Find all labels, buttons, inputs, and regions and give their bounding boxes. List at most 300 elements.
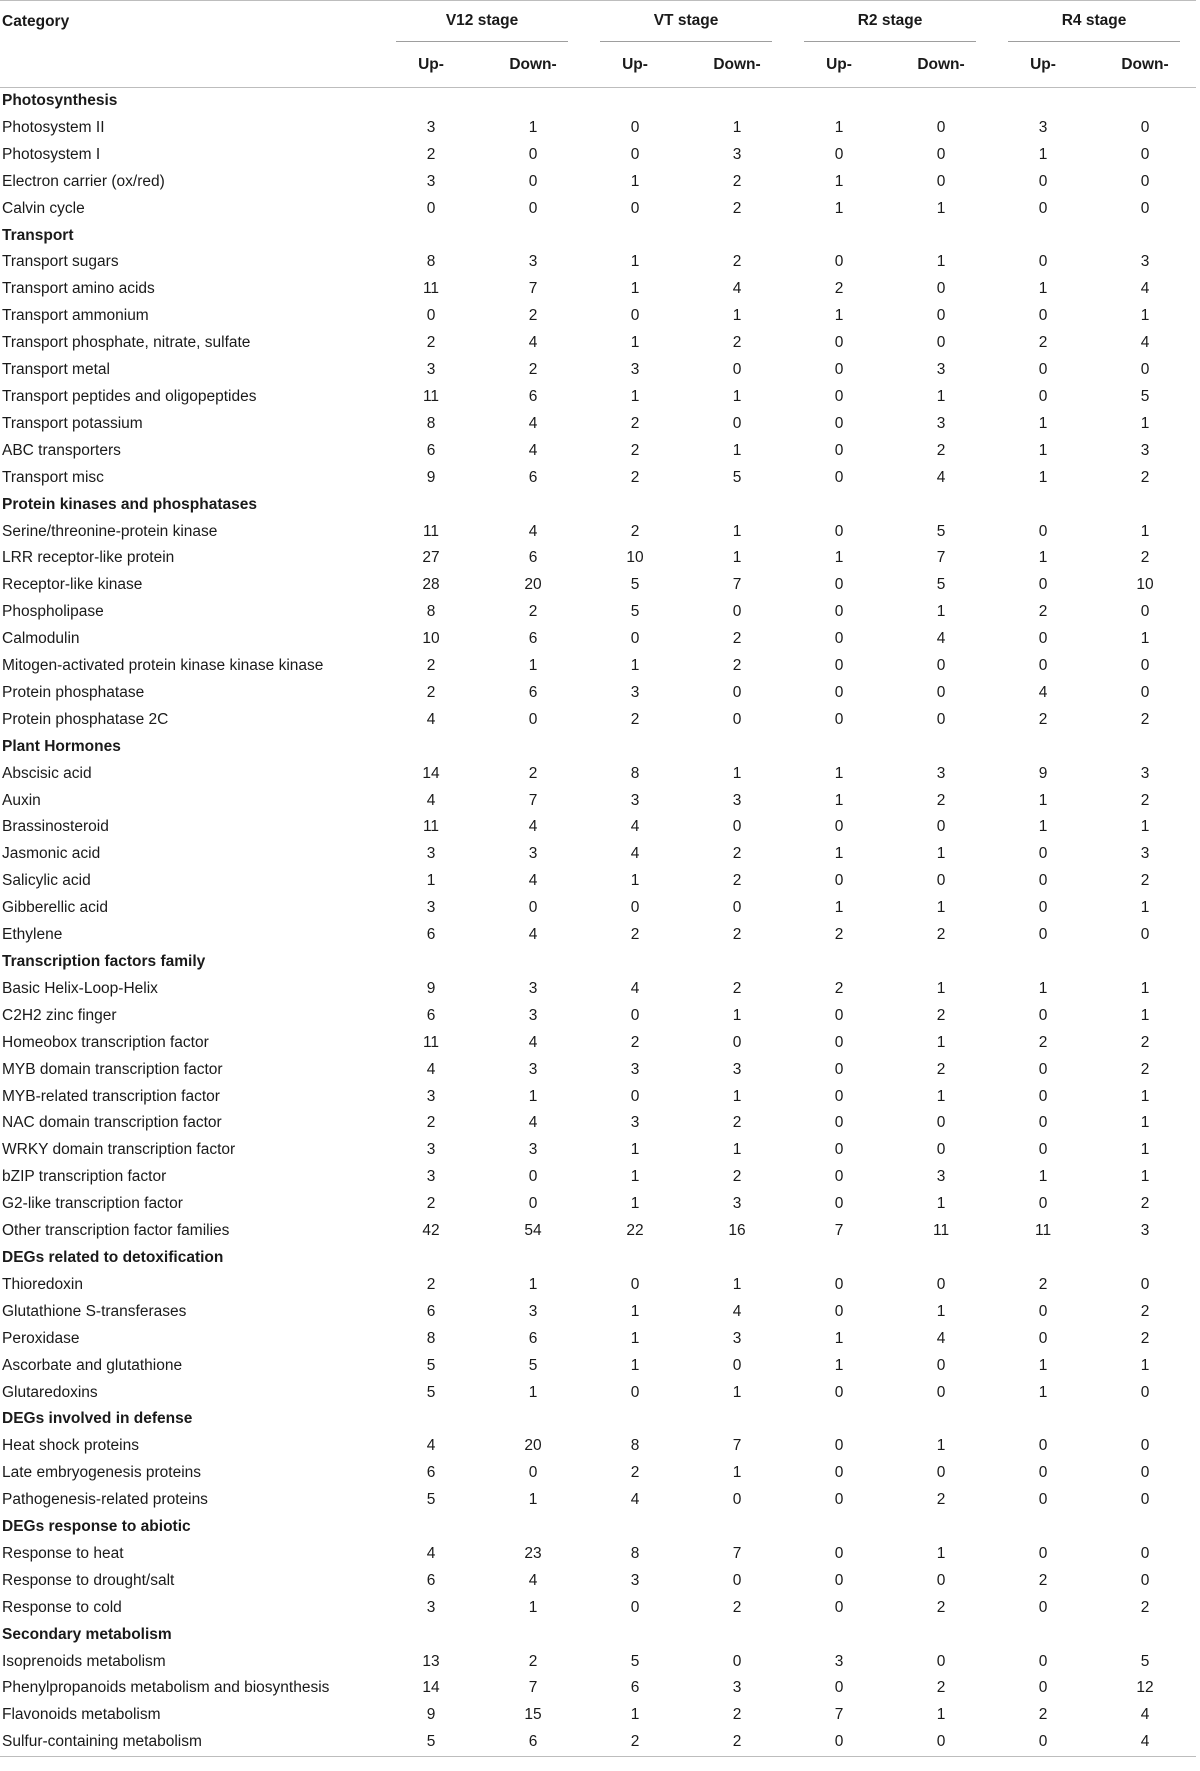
table-row	[0, 1003, 1196, 1030]
value-cell: 7	[834, 1222, 844, 1240]
value-cell: 2	[1140, 1195, 1150, 1213]
row-label: Response to drought/salt	[2, 1571, 175, 1589]
value-cell: 1	[732, 1275, 742, 1293]
value-cell: 2	[834, 926, 844, 944]
value-cell: 0	[834, 603, 844, 621]
table-row	[0, 276, 1196, 303]
value-cell: 0	[1038, 1141, 1048, 1159]
value-cell: 0	[936, 145, 946, 163]
value-cell: 1	[1038, 1383, 1048, 1401]
value-cell: 5	[936, 576, 946, 594]
value-cell: 8	[630, 1437, 640, 1455]
value-cell: 0	[732, 1491, 742, 1509]
value-cell: 5	[1140, 1652, 1150, 1670]
value-cell: 6	[426, 1302, 436, 1320]
value-cell: 0	[834, 1006, 844, 1024]
value-cell: 0	[936, 307, 946, 325]
row-label: Photosystem II	[2, 118, 105, 136]
row-label: Ascorbate and glutathione	[2, 1356, 183, 1374]
value-cell: 8	[426, 1329, 436, 1347]
value-cell: 0	[1038, 1329, 1048, 1347]
value-cell: 6	[528, 683, 538, 701]
table-row	[0, 411, 1196, 438]
table-row	[0, 115, 1196, 142]
table-row	[0, 922, 1196, 949]
value-cell: 3	[426, 1141, 436, 1159]
table-row	[0, 976, 1196, 1003]
row-label: Transport amino acids	[2, 280, 155, 298]
row-label: Ethylene	[2, 926, 63, 944]
value-cell: 0	[1038, 1437, 1048, 1455]
value-cell: 0	[936, 657, 946, 675]
value-cell: 2	[732, 199, 742, 217]
value-cell: 5	[426, 1356, 436, 1374]
value-cell: 4	[1094, 1729, 1196, 1756]
value-cell: 20	[524, 576, 542, 594]
value-cell: 2	[732, 1706, 742, 1724]
value-cell: 2	[1140, 791, 1150, 809]
value-cell: 14	[422, 764, 440, 782]
value-cell: 1	[630, 1706, 640, 1724]
value-cell: 1	[630, 387, 640, 405]
table-row	[0, 680, 1196, 707]
value-cell: 1	[732, 387, 742, 405]
value-cell: 2	[630, 1033, 640, 1051]
value-cell: 8	[630, 1544, 640, 1562]
table-row	[0, 438, 1196, 465]
value-cell: 4	[1140, 280, 1150, 298]
value-cell: 5	[380, 1729, 482, 1756]
value-cell: 2	[732, 1114, 742, 1132]
value-cell: 3	[936, 361, 946, 379]
value-cell: 14	[422, 1679, 440, 1697]
table-row	[0, 707, 1196, 734]
table-row	[0, 142, 1196, 169]
value-cell: 4	[630, 845, 640, 863]
value-cell: 0	[834, 253, 844, 271]
value-cell: 2	[528, 764, 538, 782]
table-row	[0, 1110, 1196, 1137]
value-cell: 3	[1140, 1222, 1150, 1240]
category-group-row	[0, 492, 1196, 519]
value-cell: 0	[834, 387, 844, 405]
table-row	[0, 1326, 1196, 1353]
value-cell: 0	[1038, 899, 1048, 917]
value-cell: 0	[834, 414, 844, 432]
value-cell: 3	[426, 1598, 436, 1616]
value-cell: 0	[936, 1571, 946, 1589]
value-cell: 7	[936, 549, 946, 567]
value-cell: 0	[936, 172, 946, 190]
value-cell: 2	[1140, 549, 1150, 567]
value-cell: 4	[936, 468, 946, 486]
value-cell: 0	[1038, 1679, 1048, 1697]
value-cell: 1	[834, 1356, 844, 1374]
category-group-row	[0, 734, 1196, 761]
row-label: WRKY domain transcription factor	[2, 1141, 236, 1159]
table-row	[0, 196, 1196, 223]
value-cell: 0	[528, 172, 538, 190]
category-group-row	[0, 1245, 1196, 1272]
value-cell: 3	[630, 1114, 640, 1132]
row-label: Transport phosphate, nitrate, sulfate	[2, 334, 251, 352]
value-cell: 0	[834, 1302, 844, 1320]
up-header: Up-	[788, 43, 890, 88]
table-row	[0, 465, 1196, 492]
row-label: Thioredoxin	[2, 1275, 83, 1293]
value-cell: 1	[528, 657, 538, 675]
value-cell: 4	[528, 1033, 538, 1051]
table-row	[0, 330, 1196, 357]
value-cell: 1	[1140, 307, 1150, 325]
row-label: Protein phosphatase 2C	[2, 710, 169, 728]
value-cell: 6	[528, 549, 538, 567]
value-cell: 0	[1140, 1464, 1150, 1482]
value-cell: 0	[834, 441, 844, 459]
value-cell: 2	[732, 1598, 742, 1616]
value-cell: 0	[834, 872, 844, 890]
value-cell: 10	[1136, 576, 1154, 594]
value-cell: 4	[936, 630, 946, 648]
value-cell: 3	[732, 791, 742, 809]
table-row	[0, 519, 1196, 546]
value-cell: 0	[1038, 361, 1048, 379]
table-row	[0, 868, 1196, 895]
value-cell: 0	[1140, 1275, 1150, 1293]
table-row	[0, 384, 1196, 411]
value-cell: 0	[1038, 1195, 1048, 1213]
value-cell: 0	[1140, 926, 1150, 944]
value-cell: 1	[936, 979, 946, 997]
table-row	[0, 1568, 1196, 1595]
value-cell: 3	[732, 145, 742, 163]
value-cell: 2	[630, 522, 640, 540]
value-cell: 0	[630, 1383, 640, 1401]
group-label: DEGs related to detoxification	[2, 1248, 224, 1266]
value-cell: 0	[834, 1060, 844, 1078]
value-cell: 0	[936, 1464, 946, 1482]
value-cell: 3	[426, 118, 436, 136]
value-cell: 2	[584, 1729, 686, 1756]
group-label: DEGs involved in defense	[2, 1410, 193, 1428]
value-cell: 4	[426, 1060, 436, 1078]
value-cell: 0	[834, 1168, 844, 1186]
table-row	[0, 1137, 1196, 1164]
value-cell: 6	[426, 441, 436, 459]
value-cell: 1	[936, 1706, 946, 1724]
value-cell: 1	[936, 845, 946, 863]
category-group-row	[0, 1406, 1196, 1433]
value-cell: 1	[936, 1087, 946, 1105]
value-cell: 2	[528, 1652, 538, 1670]
value-cell: 0	[936, 1141, 946, 1159]
value-cell: 4	[1038, 683, 1048, 701]
value-cell: 6	[528, 630, 538, 648]
value-cell: 0	[732, 818, 742, 836]
stage-header-row	[0, 1, 1196, 44]
value-cell: 1	[1038, 280, 1048, 298]
value-cell: 1	[426, 872, 436, 890]
table-row	[0, 1272, 1196, 1299]
value-cell: 2	[732, 253, 742, 271]
value-cell: 2	[1140, 710, 1150, 728]
row-label: Phenylpropanoids metabolism and biosynthesis	[2, 1679, 330, 1697]
row-label: Calvin cycle	[2, 199, 85, 217]
table-row	[0, 249, 1196, 276]
value-cell: 2	[732, 979, 742, 997]
value-cell: 3	[630, 361, 640, 379]
value-cell: 1	[1038, 549, 1048, 567]
value-cell: 0	[1038, 1087, 1048, 1105]
value-cell: 1	[936, 899, 946, 917]
row-label: Transport potassium	[2, 414, 143, 432]
value-cell: 22	[626, 1222, 644, 1240]
value-cell: 1	[630, 172, 640, 190]
row-label: Basic Helix-Loop-Helix	[2, 979, 158, 997]
value-cell: 0	[936, 818, 946, 836]
value-cell: 1	[936, 1033, 946, 1051]
value-cell: 1	[630, 1356, 640, 1374]
value-cell: 0	[834, 1114, 844, 1132]
value-cell: 3	[630, 1571, 640, 1589]
row-label: Calmodulin	[2, 630, 80, 648]
value-cell: 1	[936, 603, 946, 621]
value-cell: 3	[528, 1141, 538, 1159]
value-cell: 4	[630, 979, 640, 997]
row-label: Homeobox transcription factor	[2, 1033, 209, 1051]
value-cell: 0	[1140, 603, 1150, 621]
value-cell: 1	[834, 764, 844, 782]
value-cell: 9	[426, 1706, 436, 1724]
up-header: Up-	[380, 43, 482, 88]
group-label: DEGs response to abiotic	[2, 1518, 191, 1536]
value-cell: 2	[1140, 1598, 1150, 1616]
row-label: Response to heat	[2, 1544, 124, 1562]
stage-header-vt: VT stage	[584, 1, 788, 44]
value-cell: 3	[1140, 764, 1150, 782]
value-cell: 2	[1140, 468, 1150, 486]
value-cell: 3	[630, 1060, 640, 1078]
value-cell: 0	[834, 1598, 844, 1616]
value-cell: 0	[834, 1464, 844, 1482]
value-cell: 2	[630, 710, 640, 728]
value-cell: 1	[630, 1141, 640, 1159]
value-cell: 1	[1038, 1356, 1048, 1374]
table-row	[0, 1380, 1196, 1407]
value-cell: 0	[992, 1729, 1094, 1756]
value-cell: 0	[426, 199, 436, 217]
value-cell: 0	[528, 1195, 538, 1213]
row-label: Transport sugars	[2, 253, 119, 271]
value-cell: 0	[1140, 1544, 1150, 1562]
value-cell: 11	[422, 818, 440, 836]
value-cell: 4	[732, 1302, 742, 1320]
row-label: Other transcription factor families	[2, 1222, 230, 1240]
value-cell: 1	[528, 1491, 538, 1509]
value-cell: 0	[630, 1006, 640, 1024]
value-cell: 1	[732, 307, 742, 325]
value-cell: 8	[426, 414, 436, 432]
down-header: Down-	[890, 43, 992, 88]
value-cell: 0	[834, 818, 844, 836]
value-cell: 0	[1038, 1302, 1048, 1320]
value-cell: 0	[1038, 1114, 1048, 1132]
value-cell: 1	[834, 549, 844, 567]
row-label: Flavonoids metabolism	[2, 1706, 161, 1724]
value-cell: 1	[732, 1464, 742, 1482]
value-cell: 2	[1140, 872, 1150, 890]
row-label: Transport metal	[2, 361, 110, 379]
value-cell: 2	[630, 468, 640, 486]
value-cell: 0	[834, 361, 844, 379]
value-cell: 9	[1038, 764, 1048, 782]
value-cell: 2	[936, 1679, 946, 1697]
value-cell: 2	[426, 334, 436, 352]
value-cell: 9	[426, 979, 436, 997]
value-cell: 1	[1038, 441, 1048, 459]
value-cell: 0	[1038, 307, 1048, 325]
value-cell: 16	[728, 1222, 746, 1240]
value-cell: 1	[732, 522, 742, 540]
value-cell: 2	[426, 1275, 436, 1293]
value-cell: 4	[630, 818, 640, 836]
table-row	[0, 169, 1196, 196]
table-row	[0, 1030, 1196, 1057]
stage-header-r4: R4 stage	[992, 1, 1196, 44]
group-label: Transport	[2, 226, 74, 244]
value-cell: 2	[630, 414, 640, 432]
row-label: NAC domain transcription factor	[2, 1114, 222, 1132]
row-label: Transport peptides and oligopeptides	[2, 387, 257, 405]
row-label: Jasmonic acid	[2, 845, 101, 863]
value-cell: 3	[528, 253, 538, 271]
value-cell: 0	[834, 522, 844, 540]
value-cell: 5	[732, 468, 742, 486]
value-cell: 0	[936, 872, 946, 890]
value-cell: 0	[528, 710, 538, 728]
value-cell: 1	[732, 1087, 742, 1105]
value-cell: 2	[630, 441, 640, 459]
value-cell: 0	[1140, 1571, 1150, 1589]
row-label: Photosystem I	[2, 145, 101, 163]
value-cell: 1	[936, 387, 946, 405]
value-cell: 4	[528, 872, 538, 890]
value-cell: 0	[732, 414, 742, 432]
value-cell: 0	[732, 1356, 742, 1374]
value-cell: 11	[422, 1033, 440, 1051]
value-cell: 2	[732, 926, 742, 944]
value-cell: 1	[732, 1383, 742, 1401]
value-cell: 1	[834, 791, 844, 809]
value-cell: 0	[936, 683, 946, 701]
value-cell: 2	[1140, 1033, 1150, 1051]
value-cell: 13	[422, 1652, 440, 1670]
value-cell: 2	[426, 683, 436, 701]
value-cell: 6	[426, 926, 436, 944]
row-label: bZIP transcription factor	[2, 1168, 167, 1186]
value-cell: 2	[528, 603, 538, 621]
value-cell: 0	[834, 1437, 844, 1455]
value-cell: 6	[630, 1679, 640, 1697]
value-cell: 42	[422, 1222, 440, 1240]
value-cell: 2	[1038, 603, 1048, 621]
value-cell: 1	[1038, 979, 1048, 997]
value-cell: 6	[426, 1006, 436, 1024]
value-cell: 4	[528, 414, 538, 432]
value-cell: 2	[426, 1114, 436, 1132]
value-cell: 1	[1140, 979, 1150, 997]
value-cell: 5	[936, 522, 946, 540]
table-row	[0, 1675, 1196, 1702]
value-cell: 0	[528, 145, 538, 163]
value-cell: 5	[426, 1383, 436, 1401]
value-cell: 2	[1140, 1329, 1150, 1347]
value-cell: 5	[1140, 387, 1150, 405]
value-cell: 4	[426, 1544, 436, 1562]
value-cell: 2	[1038, 1275, 1048, 1293]
value-cell: 3	[1038, 118, 1048, 136]
value-cell: 1	[732, 118, 742, 136]
value-cell: 8	[630, 764, 640, 782]
value-cell: 2	[1038, 710, 1048, 728]
category-group-row	[0, 88, 1196, 115]
value-cell: 7	[834, 1706, 844, 1724]
value-cell: 3	[426, 172, 436, 190]
table-row	[0, 357, 1196, 384]
value-cell: 0	[732, 683, 742, 701]
value-cell: 3	[936, 414, 946, 432]
value-cell: 2	[732, 630, 742, 648]
value-cell: 10	[626, 549, 644, 567]
value-cell: 0	[1038, 522, 1048, 540]
value-cell: 0	[1140, 361, 1150, 379]
table-row	[0, 1595, 1196, 1622]
value-cell: 0	[1140, 172, 1150, 190]
row-label: Serine/threonine-protein kinase	[2, 522, 218, 540]
value-cell: 1	[1140, 1114, 1150, 1132]
value-cell: 0	[834, 630, 844, 648]
value-cell: 2	[834, 280, 844, 298]
value-cell: 0	[630, 199, 640, 217]
value-cell: 0	[528, 199, 538, 217]
value-cell: 4	[528, 1114, 538, 1132]
value-cell: 0	[1038, 1491, 1048, 1509]
value-cell: 0	[630, 1275, 640, 1293]
table-row	[0, 814, 1196, 841]
value-cell: 3	[1140, 253, 1150, 271]
value-cell: 28	[422, 576, 440, 594]
value-cell: 0	[1140, 657, 1150, 675]
value-cell: 1	[630, 872, 640, 890]
value-cell: 1	[834, 1329, 844, 1347]
value-cell: 0	[1140, 1437, 1150, 1455]
table-row	[0, 1433, 1196, 1460]
value-cell: 1	[936, 1437, 946, 1455]
value-cell: 1	[936, 1544, 946, 1562]
value-cell: 2	[936, 1598, 946, 1616]
value-cell: 0	[1140, 199, 1150, 217]
value-cell: 11	[1034, 1222, 1052, 1240]
value-cell: 1	[1140, 1087, 1150, 1105]
value-cell: 1	[528, 1383, 538, 1401]
table-row	[0, 761, 1196, 788]
value-cell: 0	[834, 1491, 844, 1509]
value-cell: 3	[732, 1195, 742, 1213]
row-label: Glutathione S-transferases	[2, 1302, 187, 1320]
value-cell: 3	[630, 683, 640, 701]
value-cell: 0	[732, 899, 742, 917]
value-cell: 2	[834, 979, 844, 997]
